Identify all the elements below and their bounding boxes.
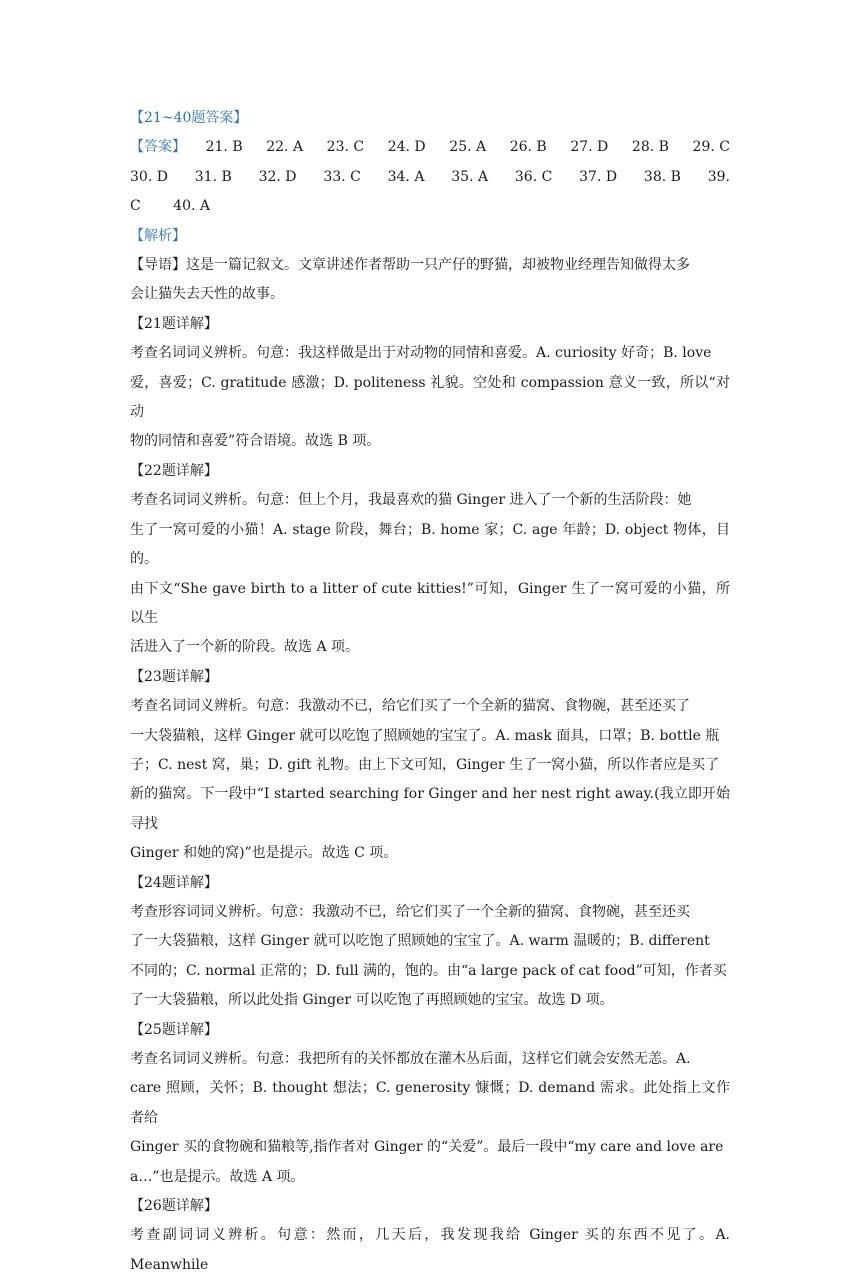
text-line: 新的猫窝。下一段中“I started searching for Ginger and her nest right away.(我立即开始寻找 bbox=[130, 786, 730, 832]
text-line: 考查名词词义辨析。句意：我激动不已，给它们买了一个全新的猫窝、食物碗，甚至还买了 bbox=[130, 698, 690, 715]
text-line: 考查副词词义辨析。句意：然而，几天后，我发现我给 Ginger 买的东西不见了。A. Meanwhile bbox=[130, 1227, 730, 1273]
q21-explanation bbox=[130, 339, 730, 457]
answer-item: 32. D bbox=[258, 168, 297, 185]
answer-item: 40. A bbox=[173, 198, 210, 215]
text-line: 会让猫失去天性的故事。 bbox=[130, 286, 284, 303]
text-line: 活进入了一个新的阶段。故选 A 项。 bbox=[130, 639, 360, 656]
text-line: 了一大袋猫粮，所以此处指 Ginger 可以吃饱了再照顾她的宝宝。故选 D 项。 bbox=[130, 992, 614, 1009]
text-line: 了一大袋猫粮，这样 Ginger 就可以吃饱了照顾她的宝宝了。A. warm 温暖的；B. different bbox=[130, 933, 710, 950]
answer-item: 33. C bbox=[323, 168, 361, 185]
answer-item: 23. C bbox=[326, 139, 365, 156]
text-line: 考查形容词词义辨析。句意：我激动不已，给它们买了一个全新的猫窝、食物碗，甚至还买 bbox=[130, 903, 690, 920]
text-line: 由下文“She gave birth to a litter of cute kitties!”可知，Ginger 生了一窝可爱的小猫，所以生 bbox=[130, 580, 730, 626]
answer-item: 35. A bbox=[451, 168, 489, 185]
answer-item: 38. B bbox=[643, 168, 681, 185]
q22-title: 【22题详解】 bbox=[130, 462, 218, 479]
answer-item: 21. B bbox=[205, 139, 243, 156]
answer-item: 31. B bbox=[194, 168, 232, 185]
answer-row-3 bbox=[130, 192, 730, 221]
answer-row-2 bbox=[130, 163, 730, 192]
text-line: Ginger 和她的窝)”也是提示。故选 C 项。 bbox=[130, 845, 398, 862]
text-line: 考查名词词义辨析。句意：但上个月，我最喜欢的猫 Ginger 进入了一个新的生活阶段：她 bbox=[130, 492, 692, 509]
answer-item: 22. A bbox=[266, 139, 304, 156]
text-line: 子；C. nest 窝，巢；D. gift 礼物。由上下文可知，Ginger 生了一窝小猫，所以作者应是买了 bbox=[130, 756, 720, 773]
q21-title: 【21题详解】 bbox=[130, 315, 218, 332]
text-line: 物的同情和喜爱”符合语境。故选 B 项。 bbox=[130, 433, 381, 450]
q23-explanation bbox=[130, 692, 730, 868]
text-line: 考查名词词义辨析。句意：我把所有的关怀都放在灌木丛后面，这样它们就会安然无恙。A. bbox=[130, 1051, 691, 1067]
answer-item: 26. B bbox=[509, 139, 547, 156]
answer-item: 25. A bbox=[449, 139, 487, 156]
answer-document bbox=[130, 104, 730, 1280]
q26-explanation bbox=[130, 1221, 730, 1280]
answer-item: 30. D bbox=[130, 168, 168, 185]
analysis-label: 【解析】 bbox=[130, 227, 186, 244]
answer-item: 24. D bbox=[387, 139, 426, 156]
q26-title: 【26题详解】 bbox=[130, 1198, 218, 1215]
q23-title: 【23题详解】 bbox=[130, 668, 218, 685]
answer-item: 27. D bbox=[570, 139, 609, 156]
answer-item: 28. B bbox=[631, 139, 669, 156]
answer-item: 36. C bbox=[514, 168, 553, 185]
text-line: 考查名词词义辨析。句意：我这样做是出于对动物的同情和喜爱。A. curiosity 好奇；B. love bbox=[130, 345, 712, 362]
q24-title: 【24题详解】 bbox=[130, 874, 218, 891]
guide-paragraph bbox=[130, 251, 730, 310]
answer-item: C bbox=[130, 198, 141, 215]
text-line: Ginger 买的食物碗和猫粮等,指作者对 Ginger 的“关爱”。最后一段中“my care and love are bbox=[130, 1139, 724, 1156]
q25-explanation bbox=[130, 1045, 730, 1192]
text-line: 一大袋猫粮，这样 Ginger 就可以吃饱了照顾她的宝宝了。A. mask 面具，口罩；B. bottle 瓶 bbox=[130, 727, 720, 744]
answer-row-1 bbox=[130, 133, 730, 162]
q22-explanation bbox=[130, 486, 730, 662]
answer-item: 34. A bbox=[387, 168, 425, 185]
section-header: 【21~40题答案】 bbox=[130, 110, 248, 126]
answer-item: 29. C bbox=[692, 139, 730, 156]
q24-explanation bbox=[130, 898, 730, 1016]
q25-title: 【25题详解】 bbox=[130, 1021, 218, 1038]
text-line: 不同的；C. normal 正常的；D. full 满的，饱的。由“a large pack of cat food”可知，作者买 bbox=[130, 962, 727, 979]
text-line: care 照顾，关怀；B. thought 想法；C. generosity 慷慨；D. demand 需求。此处指上文作者给 bbox=[130, 1080, 730, 1126]
text-line: 【导语】这是一篇记叙文。文章讲述作者帮助一只产仔的野猫，却被物业经理告知做得太多 bbox=[130, 257, 690, 274]
answer-item: 39. bbox=[707, 168, 730, 185]
text-line: 爱，喜爱；C. gratitude 感激；D. politeness 礼貌。空处和 compassion 意义一致，所以“对动 bbox=[130, 374, 730, 421]
answer-label: 【答案】 bbox=[130, 139, 186, 156]
text-line: a…”也是提示。故选 A 项。 bbox=[130, 1168, 305, 1185]
text-line: 生了一窝可爱的小猫！A. stage 阶段，舞台；B. home 家；C. age 年龄；D. object 物体，目的。 bbox=[130, 521, 730, 568]
answer-item: 37. D bbox=[579, 168, 618, 185]
